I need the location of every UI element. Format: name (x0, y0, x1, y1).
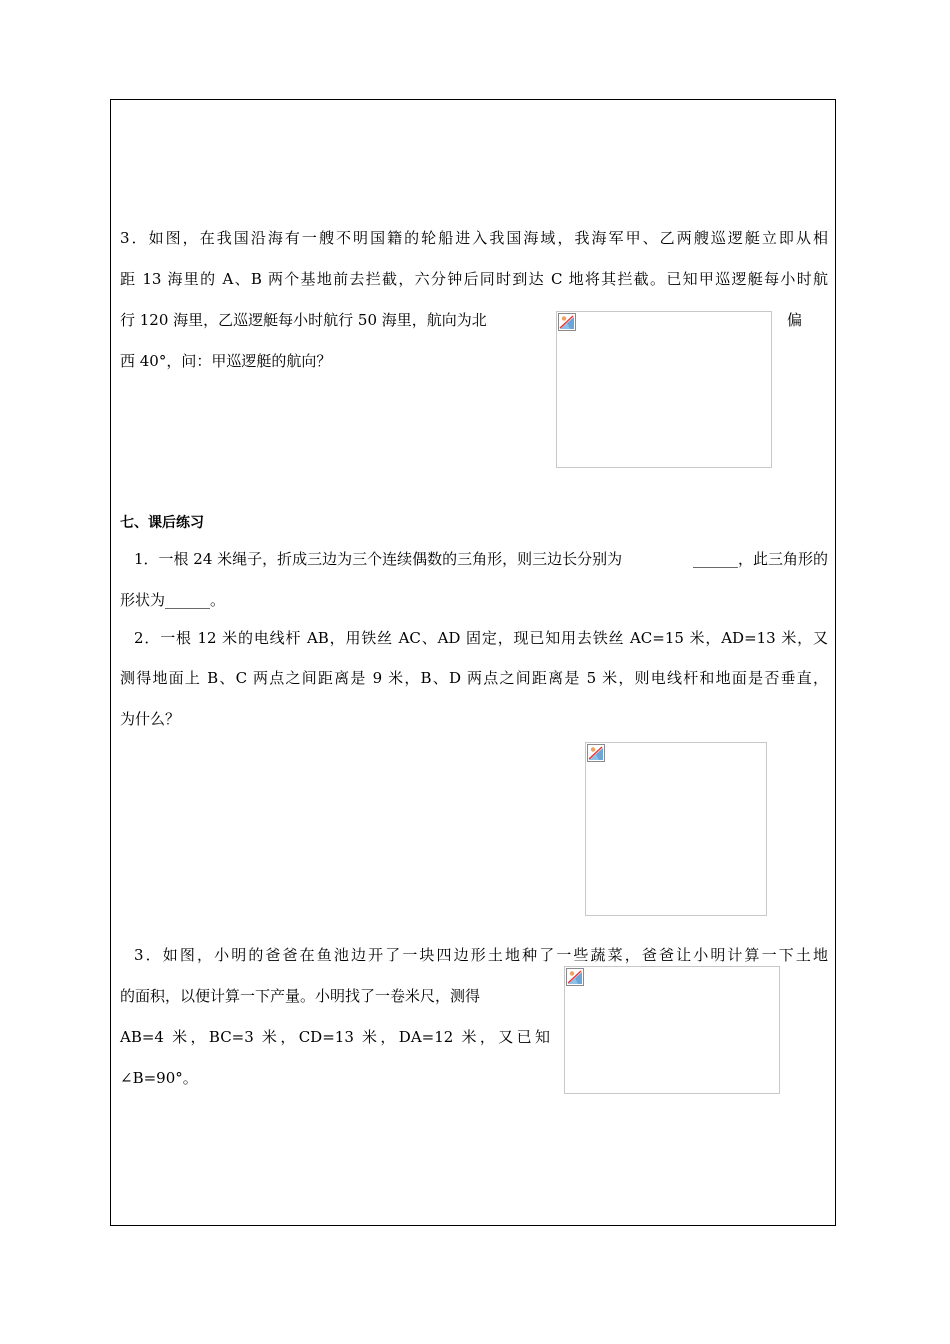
ex1-line1 (134, 549, 828, 569)
ex3-line4: ∠B=90°。 (120, 1069, 198, 1087)
ex3-line3: AB=4 米，BC=3 米，CD=13 米，DA=12 米，又已知 (120, 1028, 550, 1046)
problem3-line1: 3．如图，在我国沿海有一艘不明国籍的轮船进入我国海域，我海军甲、乙两艘巡逻艇立即从相 (120, 229, 828, 247)
ex2-figure (585, 742, 767, 916)
problem3-line3a: 行 120 海里，乙巡逻艇每小时航行 50 海里，航向为北 (120, 311, 487, 329)
problem3-line3b: 偏 (787, 311, 803, 329)
ex1-answer-blank-2: ______ (165, 591, 211, 609)
ex2-line1: 2．一根 12 米的电线杆 AB，用铁丝 AC、AD 固定，现已知用去铁丝 AC=15 米，AD=13 米，又 (134, 629, 828, 647)
ex1-line1-tail: ，此三角形的 (737, 550, 828, 568)
ex1-line2 (120, 590, 225, 610)
ex1-line2-tail: 。 (210, 591, 226, 609)
section7-heading: 七、课后练习 (120, 515, 204, 531)
ex1-line1-text: 1．一根 24 米绳子，折成三边为三个连续偶数的三角形，则三边长分别为 (134, 550, 623, 568)
ex3-line2: 的面积，以便计算一下产量。小明找了一卷米尺，测得 (120, 987, 481, 1005)
broken-image-icon (587, 744, 605, 762)
broken-image-icon (558, 313, 576, 331)
ex1-answer-blank-1: ______ (692, 550, 738, 568)
ex3-line1: 3．如图，小明的爸爸在鱼池边开了一块四边形土地种了一些蔬菜，爸爸让小明计算一下土地 (134, 946, 828, 964)
ex2-line3: 为什么？ (120, 710, 181, 728)
problem3-line2: 距 13 海里的 A、B 两个基地前去拦截，六分钟后同时到达 C 地将其拦截。已知甲巡逻艇每小时航 (120, 270, 828, 288)
ex3-figure (564, 966, 780, 1094)
broken-image-icon (566, 968, 584, 986)
ex2-line2: 测得地面上 B、C 两点之间距离是 9 米，B、D 两点之间距离是 5 米，则电线杆和地面是否垂直， (120, 669, 828, 687)
ex1-line2-text: 形状为 (120, 591, 166, 609)
problem3-line4: 西 40°，问：甲巡逻艇的航向？ (120, 352, 332, 370)
problem3-figure (556, 311, 772, 468)
